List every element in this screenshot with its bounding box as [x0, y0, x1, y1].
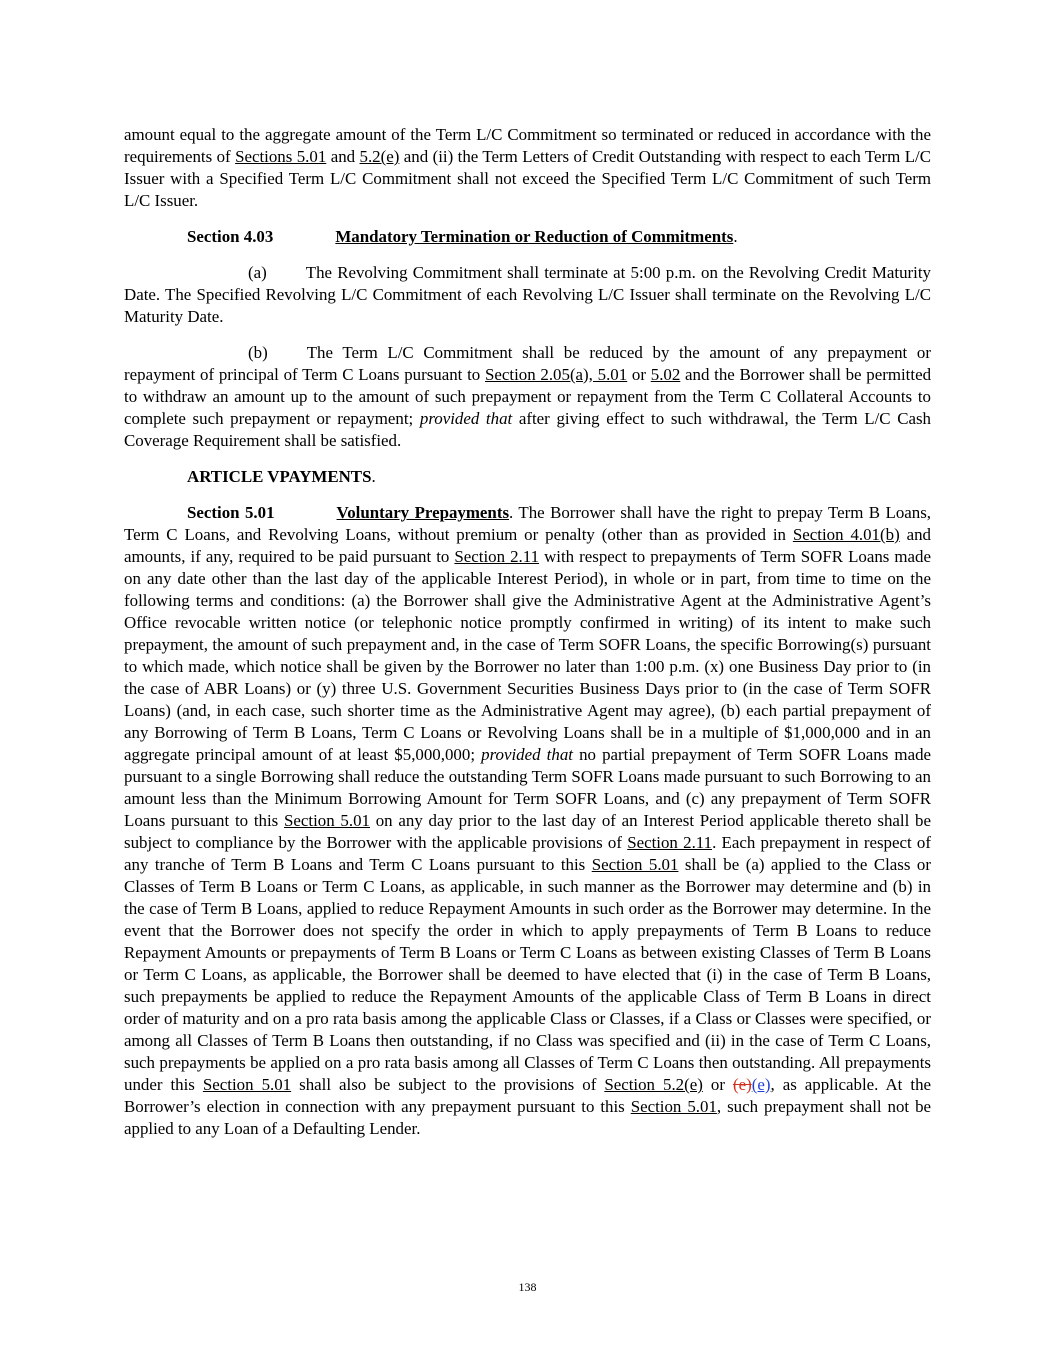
section-reference: Section 5.01	[591, 855, 679, 874]
section-reference: Section 2.11	[454, 547, 540, 566]
text-run: . The Borrower shall have the right to prepay Term B Loans, Term C Loans, and Revolving Loans, without premium or penalty (other than as provided in	[124, 503, 932, 544]
section-reference: Section 5.01	[202, 1075, 292, 1094]
text-run: .	[733, 227, 738, 246]
text-run: and the Borrower shall be permitted to withdraw an amount up to the amount of such prepayment or repayment from the Term C Collateral Accounts to complete such prepayment or repayment;	[124, 365, 932, 428]
section-reference: 5.2(e)	[359, 147, 400, 166]
text-run: after giving effect to such withdrawal, the Term L/C Cash Coverage Requirement shall be satisfied.	[124, 409, 931, 450]
page-number: 138	[518, 1280, 537, 1294]
text-run: . Each prepayment in respect of any tranche of Term B Loans and Term C Loans pursuant to this	[124, 833, 931, 874]
section-4-03-heading	[124, 226, 931, 248]
section-reference: 5.02	[650, 365, 681, 384]
section-title: Mandatory Termination or Reduction of Commitments	[335, 227, 734, 246]
text-run: The Revolving Commitment shall terminate at 5:00 p.m. on the Revolving Credit Maturity Date. The Specified Revolving L/C Commitment of each Revolving L/C Issuer shall terminate on the Revolving L/C Maturity Date.	[124, 263, 931, 326]
section-title: Voluntary Prepayments	[336, 503, 510, 522]
clause-label: (a)	[248, 263, 267, 282]
text-run: and amounts, if any, required to be paid pursuant to	[124, 525, 931, 566]
text-run: shall be (a) applied to the Class or Classes of Term B Loans or Term C Loans, as applicable, in such manner as the Borrower may determine and (b) in the case of Term B Loans, applied to reduce Repayment Amounts in such order as the Borrower may determine. In the event that the Borrower does not specify the order in which to apply prepayments of Term B Loans to reduce Repayment Amounts or prepayments of Term B Loans or Term C Loans as between existing Classes of Term B Loans or Term C Loans, as applicable, the Borrower shall be deemed to have elected that (i) in the case of Term B Loans, such prepayments be applied to reduce the Repayment Amounts of the applicable Class of Term B Loans in direct order of maturity and on a pro rata basis among the applicable Class or Classes, if a Class or Classes were specified, or among all Classes of Term B Loans then outstanding, if no Class was specified and (ii) in the case of Term C Loans, such prepayments be applied on a pro rata basis among all Classes of Term C Loans then outstanding. All prepayments under this	[124, 855, 932, 1094]
deleted-text: (e)	[732, 1075, 752, 1094]
text-run: no partial prepayment of Term SOFR Loans made pursuant to a single Borrowing shall reduce the outstanding Term SOFR Loans made pursuant to such Borrowing to an amount less than the Minimum Borrowing Amount for Term SOFR Loans, and (c) any prepayment of Term SOFR Loans pursuant to this	[124, 745, 932, 830]
section-reference: Section 5.01	[630, 1097, 717, 1116]
text-run: , such prepayment shall not be applied to any Loan of a Defaulting Lender.	[124, 1097, 932, 1138]
text-run: with respect to prepayments of Term SOFR Loans made on any date other than the last day of the applicable Interest Period), in whole or in part, from time to time on the following terms and conditions: (a) the Borrower shall give the Administrative Agent at the Administrative Agent’s Office revocable written notice (or telephonic notice promptly confirmed in writing) of its intent to make such prepayment, the amount of such prepayment and, in the case of Term SOFR Loans, the specific Borrowing(s) pursuant to which made, which notice shall be given by the Borrower no later than 1:00 p.m. (x) one Business Day prior to (in the case of ABR Loans) or (y) three U.S. Government Securities Business Days prior to (in the case of Term SOFR Loans) (and, in each case, such shorter time as the Administrative Agent may agree), (b) each partial prepayment of any Borrowing of Term B Loans, Term C Loans or Revolving Loans shall be in a multiple of $1,000,000 and in an aggregate principal amount of at least $5,000,000;	[124, 547, 931, 764]
text-run: amount equal to the aggregate amount of the Term L/C Commitment so terminated or reduced in accordance with the requirements of	[124, 125, 931, 166]
article-title: ARTICLE VPAYMENTS	[187, 467, 372, 486]
text-run: and (ii) the Term Letters of Credit Outstanding with respect to each Term L/C Issuer with a Specified Term L/C Commitment shall not exceed the Specified Term L/C Commitment of such Term L/C Issuer.	[124, 147, 931, 210]
paragraph-continuation	[124, 124, 931, 212]
italic-term: provided that	[481, 745, 573, 764]
section-number: Section 4.03	[187, 227, 274, 246]
text-run: The Term L/C Commitment shall be reduced by the amount of any prepayment or repayment of principal of Term C Loans pursuant to	[124, 343, 931, 384]
text-run: .	[371, 467, 376, 486]
paragraph-a	[124, 262, 931, 328]
text-run: and	[326, 147, 360, 166]
section-reference: Section 2.05(a), 5.01	[484, 365, 628, 384]
section-reference: Section 4.01(b)	[792, 525, 900, 544]
inserted-text: (e)	[751, 1075, 771, 1094]
paragraph-b	[124, 342, 931, 452]
text-run: on any day prior to the last day of an Interest Period applicable thereto shall be subject to compliance by the Borrower with the applicable provisions of	[124, 811, 931, 852]
section-reference: Section 2.11	[627, 833, 713, 852]
text-run: , as applicable. At the Borrower’s election in connection with any prepayment pursuant to this	[124, 1075, 932, 1116]
article-heading	[124, 466, 931, 488]
section-reference: Sections 5.01	[235, 147, 327, 166]
section-reference: Section 5.2(e)	[604, 1075, 703, 1094]
section-5-01-paragraph	[124, 502, 931, 1140]
italic-term: provided that	[419, 409, 513, 428]
section-number: Section 5.01	[187, 503, 275, 522]
document-page	[124, 124, 931, 1154]
text-run: shall also be subject to the provisions of	[291, 1075, 605, 1094]
text-run: or	[627, 365, 651, 384]
text-run: or	[702, 1075, 733, 1094]
section-reference: Section 5.01	[284, 811, 370, 830]
clause-label: (b)	[248, 343, 268, 362]
